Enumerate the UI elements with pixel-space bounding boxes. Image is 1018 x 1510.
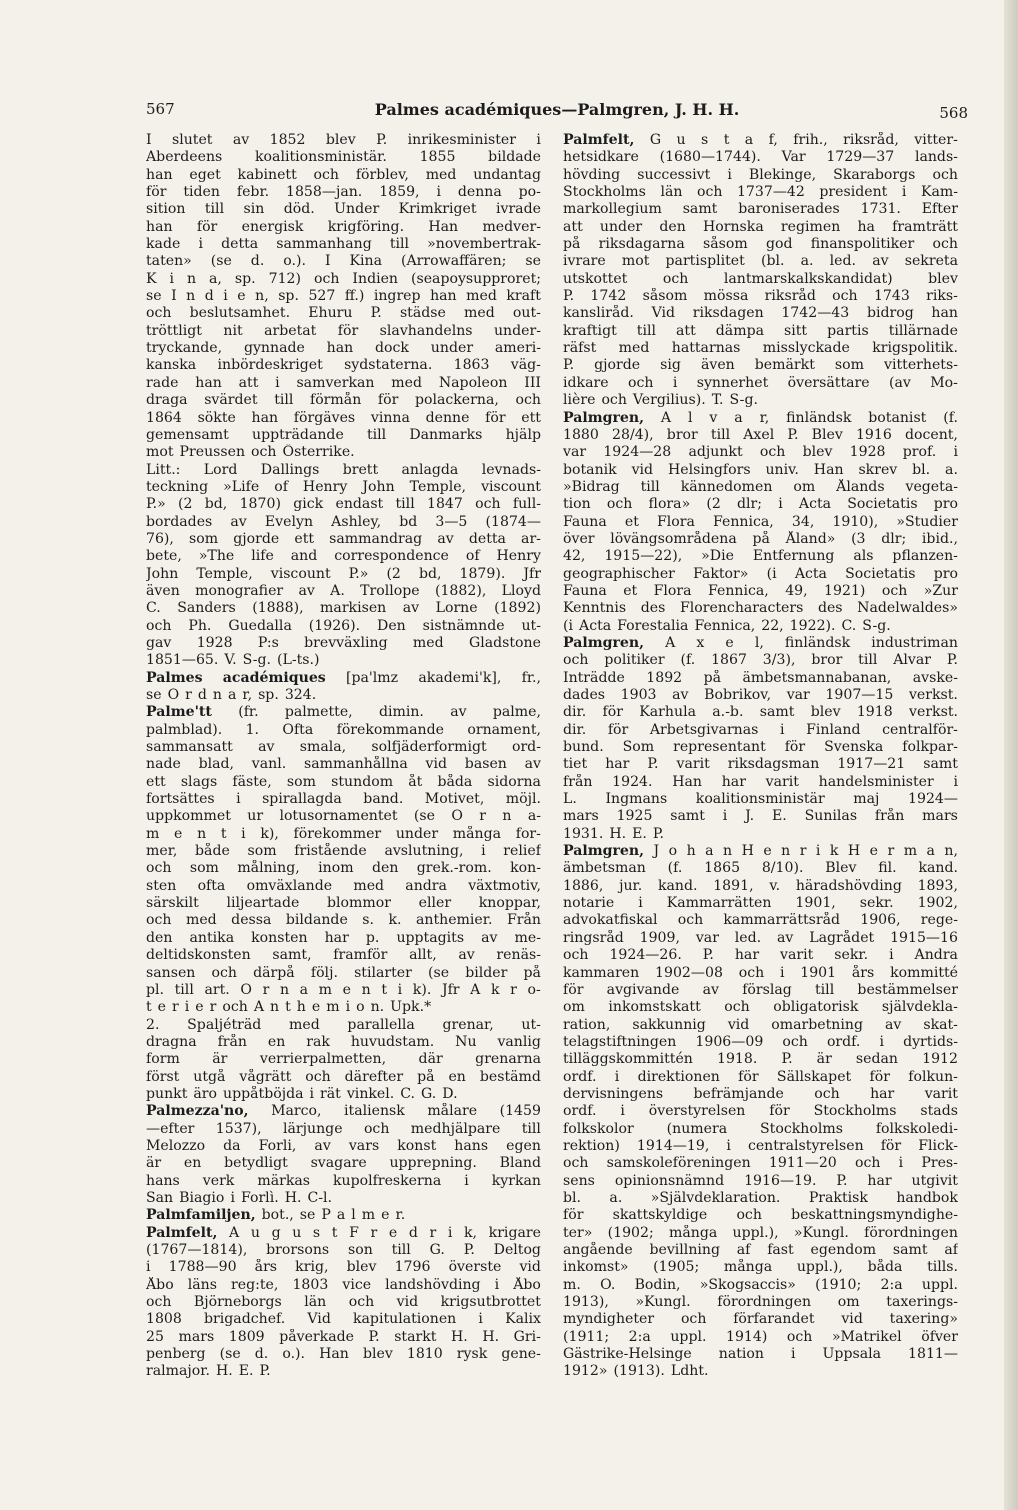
text-line: och med dessa bildande s. k. anthemier. Från <box>146 912 541 929</box>
running-header <box>146 100 968 126</box>
text-line: 1864 sökte han förgäves vinna denne för ett <box>146 409 541 426</box>
text-line: sition till sin död. Under Krimkriget ivrade <box>146 201 541 218</box>
text-line: var 1924—28 adjunkt och blev 1928 prof. i <box>563 444 958 461</box>
text-line: P. 1742 såsom mössa riksråd och 1743 riks- <box>563 288 958 305</box>
text-line: Inträdde 1892 på ämbetsmannabanan, avske- <box>563 669 958 686</box>
text-line: dades 1903 av Bobrikov, var 1907—15 verkst. <box>563 687 958 703</box>
text-line: 25 mars 1809 påverkade P. starkt H. H. Gri- <box>146 1328 541 1345</box>
text-line: tilläggskommittén 1918. P. är sedan 1912 <box>563 1051 958 1068</box>
text-line: särskilt liljeartade blommor eller knoppar, <box>146 895 541 912</box>
text-line: punkt äro uppåtböjda i rät vinkel. C. G. D. <box>146 1085 458 1102</box>
text-line: geographischer Faktor» (i Acta Societatis pro <box>563 565 958 582</box>
text-line: m. O. Bodin, »Skogsaccis» (1910; 2:a uppl. <box>563 1276 958 1293</box>
page-edge <box>1004 0 1018 1510</box>
text-line: P.» (2 bd, 1870) gick endast till 1847 och full- <box>146 496 541 513</box>
text-line: och politiker (f. 1867 3/3), bror till Alvar P. <box>563 652 958 669</box>
text-line: 1913), »Kungl. förordningen om taxerings- <box>563 1294 958 1311</box>
text-line: C. Sanders (1888), markisen av Lorne (1892) <box>146 600 541 617</box>
text-line: mot Preussen och Österrike. <box>146 444 355 461</box>
text-line: Aberdeens koalitionsministär. 1855 bildade <box>146 149 541 166</box>
text-line: på riksdagarna såsom god finanspolitiker och <box>563 236 958 253</box>
text-line: tröttligt nit arbetat för slavhandelns under- <box>146 322 541 339</box>
text-line: m e n t i k), förekommer under många for- <box>146 825 541 842</box>
text-line: Palmgren, J o h a n H e n r i k H e r m a n, <box>563 843 958 860</box>
text-line: kammaren 1902—08 och i 1901 års kommitté <box>563 964 958 981</box>
text-line: penberg (se d. o.). Han blev 1810 rysk gene- <box>146 1346 541 1363</box>
text-line: han eget kabinett och förblev, med undantag <box>146 166 541 183</box>
text-line: markollegium samt baroniserades 1731. Efter <box>563 201 958 218</box>
text-line: ämbetsman (f. 1865 8/10). Blev fil. kand. <box>563 860 958 877</box>
text-line: uppkommet ur lotusornamentet (se O r n a- <box>146 808 541 825</box>
text-line: utskottet och lantmarskalkskandidat) blev <box>563 270 958 287</box>
right-column <box>563 132 958 1381</box>
text-line: L. Ingmans koalitionsministär maj 1924— <box>563 791 958 808</box>
text-line: för skattskyldige och beskattningsmyndighe- <box>563 1207 958 1224</box>
text-line: 1808 brigadchef. Vid kapitulationen i Kalix <box>146 1311 541 1328</box>
text-line: Palmfelt, G u s t a f, frih., riksråd, vitter- <box>563 132 958 148</box>
text-line: taten» (se d. o.). I Kina (Arrowaffären; se <box>146 253 541 270</box>
text-line: och Ph. Guedalla (1926). Den sistnämnde ut- <box>146 617 541 634</box>
text-line: ordf. i direktionen för Sällskapet för folkun- <box>563 1068 958 1085</box>
text-line: rade han att i samverkan med Napoleon III <box>146 374 541 391</box>
text-line: om inkomstskatt och obligatorisk självdekla- <box>563 999 958 1016</box>
text-line: myndigheter och förfarandet vid taxering» <box>563 1311 958 1328</box>
text-line: tryckande, gynnade han dock under ameri- <box>146 340 541 357</box>
text-line: 42, 1915—22), »Die Entfernung als pflanzen- <box>563 548 958 565</box>
text-line: ivrare mot partisplitet (bl. a. led. av sekreta <box>563 253 958 270</box>
text-line: Palmgren, A x e l, finländsk industriman <box>563 634 958 651</box>
text-line: se I n d i e n, sp. 527 ff.) ingrep han med kraft <box>146 288 541 305</box>
text-line: —efter 1537), lärjunge och medhjälpare till <box>146 1120 541 1137</box>
text-line: draga svärdet till förmån för polackerna, och <box>146 392 541 409</box>
text-line: I slutet av 1852 blev P. inrikesminister i <box>146 132 541 148</box>
text-line: bete, »The life and correspondence of Henry <box>146 548 541 565</box>
text-line: räfst med hattarnas misslyckade krigspolitik. <box>563 340 958 357</box>
text-line: och beslutsamhet. Ehuru P. städse med out- <box>146 305 541 322</box>
text-line: Gästrike-Helsinge nation i Uppsala 1811— <box>563 1346 958 1363</box>
text-line: inkomst» (1905; många uppl.), båda tills. <box>563 1259 958 1276</box>
text-line: (i Acta Forestalia Fennica, 22, 1922). C. S-g. <box>563 617 891 634</box>
text-line: ter» (1902; många uppl.), »Kungl. förordningen <box>563 1224 958 1241</box>
text-line: pl. till art. O r n a m e n t i k). Jfr A k r o- <box>146 981 541 998</box>
text-line: deltidskonsten samt, framför allt, av renäs- <box>146 947 541 964</box>
text-line: bund. Som representant för Svenska folkpar- <box>563 739 958 756</box>
text-line: hans verk märkas kupolfreskerna i kyrkan <box>146 1172 541 1189</box>
text-line: ration, sakkunnig vid omarbetning av skat- <box>563 1016 958 1033</box>
text-line: rektion) 1914—19, i centralstyrelsen för Flick- <box>563 1137 958 1154</box>
text-line: gav 1928 P:s brevväxling med Gladstone <box>146 634 541 651</box>
text-line: notarie i Kammarrätten 1901, sekr. 1902, <box>563 895 958 912</box>
text-line: Palmgren, A l v a r, finländsk botanist (f. <box>563 409 958 426</box>
text-line: Fauna et Flora Fennica, 34, 1910), »Studier <box>563 513 958 530</box>
text-line: över lövängsområdena på Åland» (3 dlr; ibid., <box>563 530 958 547</box>
text-line: Palmfelt, A u g u s t F r e d r i k, krigare <box>146 1224 541 1241</box>
text-line: botanik vid Helsingfors univ. Han skrev bl. a. <box>563 461 958 478</box>
left-column <box>146 132 541 1381</box>
text-line: kanska inbördeskriget sydstaterna. 1863 väg- <box>146 357 541 374</box>
text-line: gemensamt uppträdande till Danmarks hjälp <box>146 426 541 443</box>
text-line: Stockholms län och 1737—42 president i Kam- <box>563 184 958 201</box>
text-line: kansliråd. Vid riksdagen 1742—43 bidrog han <box>563 305 958 322</box>
text-line: (1767—1814), brorsons son till G. P. Deltog <box>146 1242 541 1258</box>
text-line: teckning »Life of Henry John Temple, viscount <box>146 478 541 495</box>
text-line: sammansatt av smala, solfjäderformigt ord- <box>146 739 541 756</box>
text-line: ordf. i överstyrelsen för Stockholms stads <box>563 1103 958 1120</box>
text-line: dir. för Karhula a.-b. samt blev 1918 verkst. <box>563 704 958 721</box>
header-title: Palmes académiques—Palmgren, J. H. H. <box>374 100 740 119</box>
text-line: ringsråd 1909, var led. av Lagrådet 1915—16 <box>563 929 958 946</box>
text-line: nade blad, vanl. sammanhållna vid basen av <box>146 756 541 773</box>
text-line: folkskolor (numera Stockholms folkskoledi- <box>563 1120 958 1137</box>
page-number-left: 567 <box>146 100 175 118</box>
text-line: (1911; 2:a uppl. 1914) och »Matrikel öfver <box>563 1328 958 1345</box>
text-line: Palmes académiques [pa'lmz akademi'k], fr., <box>146 669 541 686</box>
text-line: bordades av Evelyn Ashley, bd 3—5 (1874— <box>146 513 541 530</box>
text-line: angående bevillning af fast egendom samt af <box>563 1242 958 1258</box>
text-line: i 1788—90 års krig, blev 1796 överste vid <box>146 1259 541 1276</box>
text-line: sens opinionsnämnd 1916—19. P. har utgivit <box>563 1172 958 1189</box>
text-line: Fauna et Flora Fennica, 49, 1921) och »Zur <box>563 582 958 599</box>
text-line: Melozzo da Forli, av vars konst hans egen <box>146 1137 541 1154</box>
text-line: 1931. H. E. P. <box>563 825 665 842</box>
text-line: hetsidkare (1680—1744). Var 1729—37 lands- <box>563 149 958 166</box>
page-number-right: 568 <box>939 104 968 122</box>
text-line: kade i detta sammanhang till »novembertrak- <box>146 236 541 253</box>
text-line: hövding successivt i Blekinge, Skaraborgs och <box>563 166 958 183</box>
text-line: 2. Spaljéträd med parallella grenar, ut- <box>146 1016 541 1033</box>
text-line: fortsättes i spirallagda band. Motivet, möjl. <box>146 791 541 808</box>
text-line: »Bidrag till kännedomen om Ålands vegeta- <box>563 478 958 495</box>
text-line: form är verrierpalmetten, där grenarna <box>146 1051 541 1068</box>
text-line: lière och Vergilius). T. S-g. <box>563 392 758 409</box>
text-line: dervisningens befrämjande och har varit <box>563 1085 958 1102</box>
text-line: se O r d n a r, sp. 324. <box>146 687 317 703</box>
text-line: för avgivande av förslag till bestämmelser <box>563 981 958 998</box>
text-line: dir. för Arbetsgivarnas i Finland centralför- <box>563 721 958 738</box>
text-line: för tiden febr. 1858—jan. 1859, i denna po- <box>146 184 541 201</box>
text-line: John Temple, viscount P.» (2 bd, 1879). Jfr <box>146 565 541 582</box>
text-line: ralmajor. H. E. P. <box>146 1363 271 1380</box>
text-line: mars 1925 samt i J. E. Sunilas från mars <box>563 808 958 825</box>
text-line: är en betydligt svagare upprepning. Bland <box>146 1155 541 1172</box>
text-line: och 1924—26. P. har varit sekr. i Andra <box>563 947 958 964</box>
text-line: idkare och i synnerhet översättare (av Mo- <box>563 374 958 391</box>
text-line: P. gjorde sig även bemärkt som vitterhets- <box>563 357 958 374</box>
text-line: Palmfamiljen, bot., se P a l m e r. <box>146 1207 406 1224</box>
text-line: telagstiftningen 1906—09 och ordf. i dyrtids- <box>563 1033 958 1050</box>
text-line: Palme'tt (fr. palmette, dimin. av palme, <box>146 704 541 721</box>
text-line: och som målning, inom den grek.-rom. kon- <box>146 860 541 877</box>
text-line: Palmezza'no, Marco, italiensk målare (1459 <box>146 1103 541 1120</box>
text-line: Litt.: Lord Dallings brett anlagda levnads- <box>146 461 541 478</box>
text-line: kraftigt till att dämpa sitt partis tillärnade <box>563 322 958 339</box>
text-line: tion och flora» (2 dlr; i Acta Societatis pro <box>563 496 958 513</box>
text-line: advokatfiskal och kammarrättsråd 1906, rege- <box>563 912 958 929</box>
text-line: 1880 28/4), bror till Axel P. Blev 1916 docent, <box>563 426 958 443</box>
text-line: sansen och därpå följ. stilarter (se bilder på <box>146 964 541 981</box>
text-line: först utgå vågrätt och därefter på en bestämd <box>146 1068 541 1085</box>
text-line: och Björneborgs län och vid krigsutbrottet <box>146 1294 541 1311</box>
text-line: dragna från en rak huvudstam. Nu vanlig <box>146 1033 541 1050</box>
text-line: den antika konsten har p. upptagits av me- <box>146 929 541 946</box>
text-line: mer, både som fristående avslutning, i relief <box>146 843 541 860</box>
text-line: och samskoleföreningen 1911—20 och i Pres- <box>563 1155 958 1172</box>
text-line: 1851—65. V. S-g. (L-ts.) <box>146 652 320 669</box>
text-line: ett slags fäste, som stundom åt båda sidorna <box>146 773 541 790</box>
text-line: Kenntnis des Florencharacters des Nadelwaldes» <box>563 600 958 617</box>
text-line: han för energisk krigföring. Han medver- <box>146 218 541 235</box>
text-line: från 1924. Han har varit handelsminister i <box>563 773 958 790</box>
text-line: sten ofta omväxlande med andra växtmotiv, <box>146 877 541 894</box>
text-line: t e r i e r och A n t h e m i o n. Upk.* <box>146 999 432 1016</box>
text-line: 76), som gjorde ett sammandrag av detta ar- <box>146 530 541 547</box>
text-line: K i n a, sp. 712) och Indien (seapoysupproret; <box>146 270 541 287</box>
text-line: bl. a. »Självdeklaration. Praktisk handbok <box>563 1189 958 1206</box>
text-line: Åbo läns reg:te, 1803 vice landshövding i Åbo <box>146 1276 541 1293</box>
text-line: San Biagio i Forlì. H. C-l. <box>146 1189 333 1206</box>
text-line: 1912» (1913). Ldht. <box>563 1363 709 1380</box>
text-line: även monografier av A. Trollope (1882), Lloyd <box>146 582 541 599</box>
text-line: att under den Hornska regimen ha framträtt <box>563 218 958 235</box>
text-line: palmblad). 1. Ofta förekommande ornament, <box>146 721 541 738</box>
text-line: tiet har P. varit riksdagsman 1917—21 samt <box>563 756 958 773</box>
text-line: 1886, jur. kand. 1891, v. häradshövding 1893, <box>563 877 958 894</box>
